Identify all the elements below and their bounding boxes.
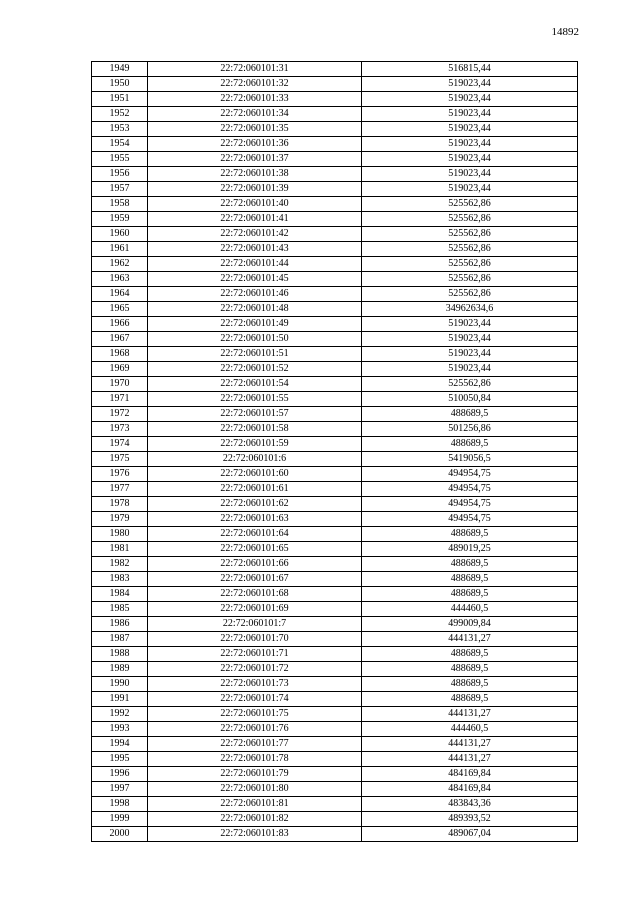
value-cell: 488689,5 (362, 677, 578, 692)
table-row (92, 242, 578, 257)
row-number-cell: 1954 (92, 137, 148, 152)
cadastral-number-cell: 22:72:060101:54 (148, 377, 362, 392)
table-row (92, 542, 578, 557)
value-cell: 525562,86 (362, 197, 578, 212)
value-cell: 488689,5 (362, 662, 578, 677)
value-cell: 444460,5 (362, 602, 578, 617)
row-number-cell: 1964 (92, 287, 148, 302)
cadastral-number-cell: 22:72:060101:34 (148, 107, 362, 122)
cadastral-number-cell: 22:72:060101:61 (148, 482, 362, 497)
value-cell: 489019,25 (362, 542, 578, 557)
row-number-cell: 1972 (92, 407, 148, 422)
row-number-cell: 1979 (92, 512, 148, 527)
value-cell: 488689,5 (362, 407, 578, 422)
row-number-cell: 1963 (92, 272, 148, 287)
table-row (92, 782, 578, 797)
table-row (92, 602, 578, 617)
value-cell: 494954,75 (362, 467, 578, 482)
table-row (92, 197, 578, 212)
row-number-cell: 1988 (92, 647, 148, 662)
row-number-cell: 1989 (92, 662, 148, 677)
value-cell: 483843,36 (362, 797, 578, 812)
cadastral-number-cell: 22:72:060101:39 (148, 182, 362, 197)
value-cell: 525562,86 (362, 287, 578, 302)
row-number-cell: 1991 (92, 692, 148, 707)
row-number-cell: 1949 (92, 62, 148, 77)
row-number-cell: 1984 (92, 587, 148, 602)
value-cell: 525562,86 (362, 212, 578, 227)
row-number-cell: 1953 (92, 122, 148, 137)
row-number-cell: 2000 (92, 827, 148, 842)
value-cell: 488689,5 (362, 527, 578, 542)
row-number-cell: 1983 (92, 572, 148, 587)
table-row (92, 512, 578, 527)
row-number-cell: 1965 (92, 302, 148, 317)
row-number-cell: 1970 (92, 377, 148, 392)
table-row (92, 617, 578, 632)
table-row (92, 482, 578, 497)
data-table (91, 61, 578, 842)
row-number-cell: 1955 (92, 152, 148, 167)
row-number-cell: 1985 (92, 602, 148, 617)
value-cell: 519023,44 (362, 167, 578, 182)
cadastral-number-cell: 22:72:060101:43 (148, 242, 362, 257)
cadastral-number-cell: 22:72:060101:77 (148, 737, 362, 752)
value-cell: 516815,44 (362, 62, 578, 77)
row-number-cell: 1969 (92, 362, 148, 377)
row-number-cell: 1958 (92, 197, 148, 212)
value-cell: 525562,86 (362, 272, 578, 287)
value-cell: 489067,04 (362, 827, 578, 842)
value-cell: 501256,86 (362, 422, 578, 437)
table-row (92, 737, 578, 752)
table-row (92, 302, 578, 317)
cadastral-number-cell: 22:72:060101:31 (148, 62, 362, 77)
cadastral-number-cell: 22:72:060101:70 (148, 632, 362, 647)
table-row (92, 827, 578, 842)
row-number-cell: 1999 (92, 812, 148, 827)
table-row (92, 182, 578, 197)
table-row (92, 662, 578, 677)
table-row (92, 677, 578, 692)
value-cell: 519023,44 (362, 317, 578, 332)
cadastral-number-cell: 22:72:060101:67 (148, 572, 362, 587)
cadastral-number-cell: 22:72:060101:48 (148, 302, 362, 317)
cadastral-number-cell: 22:72:060101:83 (148, 827, 362, 842)
cadastral-number-cell: 22:72:060101:57 (148, 407, 362, 422)
row-number-cell: 1960 (92, 227, 148, 242)
cadastral-number-cell: 22:72:060101:76 (148, 722, 362, 737)
cadastral-number-cell: 22:72:060101:78 (148, 752, 362, 767)
table-row (92, 557, 578, 572)
cadastral-number-cell: 22:72:060101:69 (148, 602, 362, 617)
row-number-cell: 1981 (92, 542, 148, 557)
row-number-cell: 1977 (92, 482, 148, 497)
cadastral-number-cell: 22:72:060101:49 (148, 317, 362, 332)
row-number-cell: 1995 (92, 752, 148, 767)
row-number-cell: 1952 (92, 107, 148, 122)
table-row (92, 632, 578, 647)
row-number-cell: 1998 (92, 797, 148, 812)
row-number-cell: 1971 (92, 392, 148, 407)
row-number-cell: 1987 (92, 632, 148, 647)
table-row (92, 647, 578, 662)
value-cell: 444131,27 (362, 752, 578, 767)
table-row (92, 377, 578, 392)
value-cell: 519023,44 (362, 347, 578, 362)
table-row (92, 152, 578, 167)
value-cell: 499009,84 (362, 617, 578, 632)
value-cell: 525562,86 (362, 377, 578, 392)
cadastral-number-cell: 22:72:060101:52 (148, 362, 362, 377)
value-cell: 5419056,5 (362, 452, 578, 467)
cadastral-number-cell: 22:72:060101:46 (148, 287, 362, 302)
row-number-cell: 1976 (92, 467, 148, 482)
value-cell: 494954,75 (362, 482, 578, 497)
table-row (92, 707, 578, 722)
table-row (92, 797, 578, 812)
table-row (92, 107, 578, 122)
value-cell: 494954,75 (362, 512, 578, 527)
row-number-cell: 1980 (92, 527, 148, 542)
value-cell: 488689,5 (362, 692, 578, 707)
page-number: 14892 (551, 26, 579, 38)
cadastral-number-cell: 22:72:060101:55 (148, 392, 362, 407)
table-row (92, 257, 578, 272)
value-cell: 525562,86 (362, 227, 578, 242)
row-number-cell: 1957 (92, 182, 148, 197)
value-cell: 519023,44 (362, 107, 578, 122)
value-cell: 525562,86 (362, 242, 578, 257)
row-number-cell: 1961 (92, 242, 148, 257)
value-cell: 484169,84 (362, 782, 578, 797)
cadastral-number-cell: 22:72:060101:79 (148, 767, 362, 782)
row-number-cell: 1966 (92, 317, 148, 332)
table-row (92, 137, 578, 152)
value-cell: 519023,44 (362, 182, 578, 197)
table-row (92, 527, 578, 542)
row-number-cell: 1962 (92, 257, 148, 272)
cadastral-number-cell: 22:72:060101:66 (148, 557, 362, 572)
table-row (92, 452, 578, 467)
row-number-cell: 1997 (92, 782, 148, 797)
cadastral-number-cell: 22:72:060101:35 (148, 122, 362, 137)
cadastral-number-cell: 22:72:060101:37 (148, 152, 362, 167)
table-row (92, 392, 578, 407)
value-cell: 519023,44 (362, 92, 578, 107)
row-number-cell: 1990 (92, 677, 148, 692)
cadastral-number-cell: 22:72:060101:41 (148, 212, 362, 227)
value-cell: 34962634,6 (362, 302, 578, 317)
value-cell: 488689,5 (362, 557, 578, 572)
cadastral-number-cell: 22:72:060101:73 (148, 677, 362, 692)
row-number-cell: 1956 (92, 167, 148, 182)
value-cell: 444131,27 (362, 632, 578, 647)
table-row (92, 437, 578, 452)
table-row (92, 722, 578, 737)
cadastral-number-cell: 22:72:060101:6 (148, 452, 362, 467)
value-cell: 444131,27 (362, 707, 578, 722)
cadastral-number-cell: 22:72:060101:36 (148, 137, 362, 152)
cadastral-number-cell: 22:72:060101:63 (148, 512, 362, 527)
value-cell: 444131,27 (362, 737, 578, 752)
value-cell: 488689,5 (362, 647, 578, 662)
row-number-cell: 1968 (92, 347, 148, 362)
value-cell: 488689,5 (362, 437, 578, 452)
value-cell: 519023,44 (362, 137, 578, 152)
table-row (92, 467, 578, 482)
row-number-cell: 1959 (92, 212, 148, 227)
table-row (92, 362, 578, 377)
table-row (92, 287, 578, 302)
value-cell: 484169,84 (362, 767, 578, 782)
cadastral-number-cell: 22:72:060101:62 (148, 497, 362, 512)
cadastral-number-cell: 22:72:060101:71 (148, 647, 362, 662)
table-row (92, 227, 578, 242)
table-row (92, 752, 578, 767)
row-number-cell: 1982 (92, 557, 148, 572)
cadastral-number-cell: 22:72:060101:80 (148, 782, 362, 797)
row-number-cell: 1951 (92, 92, 148, 107)
value-cell: 488689,5 (362, 572, 578, 587)
value-cell: 519023,44 (362, 122, 578, 137)
row-number-cell: 1996 (92, 767, 148, 782)
table-row (92, 212, 578, 227)
table-row (92, 767, 578, 782)
cadastral-number-cell: 22:72:060101:33 (148, 92, 362, 107)
table-row (92, 272, 578, 287)
cadastral-number-cell: 22:72:060101:42 (148, 227, 362, 242)
table-row (92, 347, 578, 362)
value-cell: 519023,44 (362, 332, 578, 347)
cadastral-number-cell: 22:72:060101:44 (148, 257, 362, 272)
table-row (92, 812, 578, 827)
table-row (92, 497, 578, 512)
cadastral-number-cell: 22:72:060101:58 (148, 422, 362, 437)
cadastral-number-cell: 22:72:060101:64 (148, 527, 362, 542)
row-number-cell: 1993 (92, 722, 148, 737)
cadastral-number-cell: 22:72:060101:51 (148, 347, 362, 362)
cadastral-number-cell: 22:72:060101:59 (148, 437, 362, 452)
value-cell: 519023,44 (362, 77, 578, 92)
row-number-cell: 1978 (92, 497, 148, 512)
table-row (92, 77, 578, 92)
table-row (92, 692, 578, 707)
cadastral-number-cell: 22:72:060101:38 (148, 167, 362, 182)
value-cell: 489393,52 (362, 812, 578, 827)
cadastral-number-cell: 22:72:060101:7 (148, 617, 362, 632)
row-number-cell: 1973 (92, 422, 148, 437)
cadastral-number-cell: 22:72:060101:50 (148, 332, 362, 347)
value-cell: 494954,75 (362, 497, 578, 512)
table-row (92, 317, 578, 332)
cadastral-number-cell: 22:72:060101:75 (148, 707, 362, 722)
row-number-cell: 1975 (92, 452, 148, 467)
value-cell: 444460,5 (362, 722, 578, 737)
cadastral-number-cell: 22:72:060101:65 (148, 542, 362, 557)
value-cell: 519023,44 (362, 362, 578, 377)
value-cell: 488689,5 (362, 587, 578, 602)
row-number-cell: 1950 (92, 77, 148, 92)
cadastral-number-cell: 22:72:060101:74 (148, 692, 362, 707)
cadastral-number-cell: 22:72:060101:72 (148, 662, 362, 677)
row-number-cell: 1992 (92, 707, 148, 722)
table-body (92, 62, 578, 842)
table-row (92, 122, 578, 137)
table-row (92, 92, 578, 107)
table-row (92, 62, 578, 77)
cadastral-number-cell: 22:72:060101:45 (148, 272, 362, 287)
row-number-cell: 1986 (92, 617, 148, 632)
cadastral-number-cell: 22:72:060101:60 (148, 467, 362, 482)
table-row (92, 572, 578, 587)
table-row (92, 407, 578, 422)
value-cell: 525562,86 (362, 257, 578, 272)
cadastral-number-cell: 22:72:060101:40 (148, 197, 362, 212)
value-cell: 519023,44 (362, 152, 578, 167)
table-row (92, 422, 578, 437)
cadastral-number-cell: 22:72:060101:82 (148, 812, 362, 827)
table-row (92, 332, 578, 347)
row-number-cell: 1994 (92, 737, 148, 752)
cadastral-number-cell: 22:72:060101:81 (148, 797, 362, 812)
value-cell: 510050,84 (362, 392, 578, 407)
cadastral-number-cell: 22:72:060101:68 (148, 587, 362, 602)
table-row (92, 167, 578, 182)
row-number-cell: 1967 (92, 332, 148, 347)
table-row (92, 587, 578, 602)
row-number-cell: 1974 (92, 437, 148, 452)
cadastral-number-cell: 22:72:060101:32 (148, 77, 362, 92)
